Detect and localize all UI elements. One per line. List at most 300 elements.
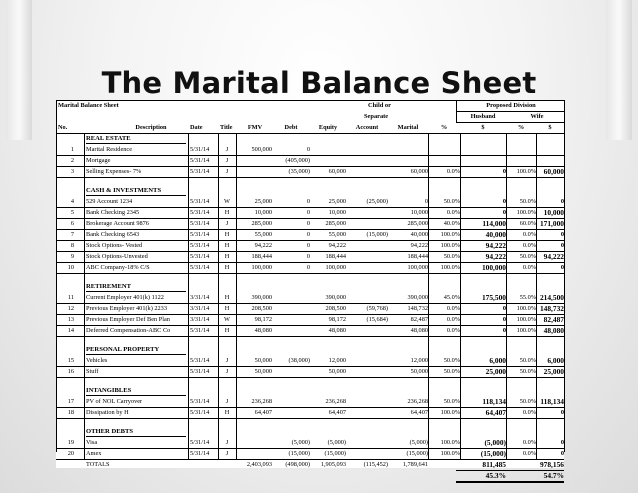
cell-no: 6: [70, 220, 74, 227]
table-row: [56, 325, 564, 336]
cell-no: 19: [67, 439, 74, 446]
cell-hp: 50.0%: [443, 368, 460, 375]
cell-hp: 45.0%: [443, 294, 460, 301]
cell-no: 1: [70, 146, 74, 153]
cell-debt: 0: [306, 209, 310, 216]
total-debt: (498,000): [285, 461, 310, 468]
cell-equity: 98,172: [328, 316, 346, 323]
cell-desc: Vehicles: [86, 357, 108, 364]
column-header: Marital: [397, 124, 419, 131]
cell-title: J: [225, 168, 229, 175]
section-heading: CASH & INVESTMENTS: [86, 187, 162, 194]
column-header: FMV: [247, 124, 263, 131]
total-fmv: 2,403,093: [246, 461, 272, 468]
cell-debt: (15,000): [288, 450, 310, 457]
cell-title: J: [225, 146, 229, 153]
cell-title: J: [225, 157, 229, 164]
cell-hp: 0.0%: [446, 168, 460, 175]
cell-wp: 0.0%: [522, 242, 536, 249]
column-header: Title: [220, 124, 233, 131]
cell-debt: 0: [306, 253, 310, 260]
husband-label: Husband: [470, 113, 496, 120]
cell-fmv: [238, 155, 272, 166]
cell-wp: 60.0%: [519, 220, 536, 227]
cell-desc: Amex: [86, 450, 102, 457]
cell-hp: [428, 155, 460, 166]
cell-desc: Stuff: [86, 368, 99, 375]
total-equity: 1,905,093: [320, 461, 346, 468]
cell-debt: [272, 366, 310, 377]
cell-desc: Marital Residence: [86, 146, 132, 153]
cell-debt: (405,000): [285, 157, 310, 164]
total-marital: 1,789,641: [402, 461, 428, 468]
cell-wp: 50.0%: [519, 398, 536, 405]
cell-hv: 40,000: [485, 230, 506, 239]
cell-title: J: [225, 220, 229, 227]
cell-account: [346, 218, 388, 229]
cell-equity: 55,000: [328, 231, 346, 238]
cell-hp: 100.0%: [440, 242, 460, 249]
cell-desc: Brokerage Account 9876: [86, 220, 149, 227]
cell-desc: 529 Account 1234: [86, 198, 133, 205]
cell-account: (15,684): [366, 316, 388, 323]
table-row: [56, 207, 564, 218]
cell-wv: [536, 144, 564, 155]
cell-debt: (35,000): [288, 168, 310, 175]
table-row: [56, 218, 564, 229]
cell-equity: 12,000: [328, 357, 346, 364]
table-row: [56, 292, 564, 303]
cell-no: 15: [67, 357, 74, 364]
cell-date: 5/31/14: [190, 220, 210, 227]
cell-desc: Mortgage: [86, 157, 111, 164]
cell-date: 5/31/14: [190, 439, 210, 446]
cell-hp: 100.0%: [440, 264, 460, 271]
cell-equity: 100,000: [325, 264, 346, 271]
cell-desc: Stock Options-Unvested: [86, 253, 148, 260]
cell-date: 5/31/14: [190, 253, 210, 260]
column-header: $: [481, 124, 485, 131]
cell-marital: 40,000: [410, 231, 428, 238]
cell-wv: 10,000: [543, 208, 564, 217]
cell-equity: 390,000: [325, 294, 346, 301]
table-rule: [56, 377, 564, 378]
cell-hp: 50.0%: [443, 198, 460, 205]
cell-marital: 94,222: [410, 242, 428, 249]
cell-wv: 171,000: [539, 219, 564, 228]
cell-date: 5/31/14: [190, 398, 210, 405]
cell-fmv: 50,000: [254, 368, 272, 375]
table-rule: [56, 336, 564, 337]
cell-title: J: [225, 439, 229, 446]
cell-desc: Previous Employer Def Ben Plan: [86, 316, 170, 323]
cell-wp: [506, 144, 536, 155]
cell-no: 5: [70, 209, 74, 216]
cell-wv: 0: [560, 198, 564, 205]
column-header: No.: [58, 124, 68, 131]
section-heading: OTHER DEBTS: [86, 428, 134, 435]
table-rule: [188, 133, 189, 459]
cell-hv: 0: [502, 305, 506, 312]
column-header: $: [548, 124, 552, 131]
cell-no: 17: [67, 398, 74, 405]
cell-marital: 64,407: [410, 409, 428, 416]
cell-marital: 236,268: [407, 398, 428, 405]
cell-date: 5/31/14: [190, 450, 210, 457]
cell-date: 3/31/14: [190, 305, 210, 312]
cell-date: 5/31/14: [190, 157, 210, 164]
cell-marital: (15,000): [406, 450, 428, 457]
cell-title: H: [224, 231, 230, 238]
cell-debt: 0: [306, 242, 310, 249]
totals-label: TOTALS: [86, 461, 110, 468]
column-header: %: [440, 124, 448, 131]
table-row: [56, 355, 564, 366]
cell-account: [346, 292, 388, 303]
cell-date: 3/31/14: [190, 316, 210, 323]
cell-equity: 60,000: [328, 168, 346, 175]
table-rule: [460, 133, 461, 459]
cell-marital: 100,000: [407, 264, 428, 271]
cell-equity: (15,000): [324, 450, 346, 457]
table-rule: [456, 100, 457, 122]
cell-title: J: [225, 357, 229, 364]
cell-title: H: [224, 305, 230, 312]
table-rule: [536, 133, 537, 459]
cell-debt: [272, 314, 310, 325]
cell-date: 5/31/14: [190, 368, 210, 375]
totals-row: [56, 459, 564, 470]
cell-fmv: 64,407: [254, 409, 272, 416]
cell-desc: Deferred Compensation-ABC Co: [86, 327, 171, 334]
cell-marital: 82,487: [410, 316, 428, 323]
cell-account: [346, 396, 388, 407]
cell-title: H: [224, 327, 230, 334]
cell-debt: [272, 303, 310, 314]
cell-title: H: [224, 294, 230, 301]
cell-title: W: [224, 316, 230, 323]
cell-hv: [460, 144, 506, 155]
table-row: [56, 437, 564, 448]
cell-wv: 0: [560, 439, 564, 446]
cell-wv: 60,000: [543, 167, 564, 176]
cell-hp: 50.0%: [443, 357, 460, 364]
cell-hv: 0: [502, 198, 506, 205]
cell-fmv: 390,000: [251, 294, 272, 301]
cell-hv: 64,407: [485, 408, 506, 417]
cell-title: H: [224, 409, 230, 416]
cell-no: 16: [67, 368, 74, 375]
cell-marital: [388, 155, 428, 166]
cell-debt: [272, 407, 310, 418]
table-row: [56, 407, 564, 418]
cell-title: H: [224, 253, 230, 260]
cell-no: 13: [67, 316, 74, 323]
cell-debt: 0: [306, 220, 310, 227]
cell-account: [346, 407, 388, 418]
cell-desc: Dissipation by H: [86, 409, 129, 416]
percent-total-row: [56, 470, 564, 481]
cell-marital: 390,000: [407, 294, 428, 301]
cell-date: 5/31/14: [190, 231, 210, 238]
cell-no: 12: [67, 305, 74, 312]
cell-debt: (5,000): [291, 439, 310, 446]
cell-fmv: 10,000: [254, 209, 272, 216]
cell-equity: (5,000): [327, 439, 346, 446]
cell-wp: 55.0%: [519, 294, 536, 301]
section-heading: REAL ESTATE: [86, 135, 131, 142]
cell-account: [346, 144, 388, 155]
table-row: [56, 240, 564, 251]
cell-wp: 50.0%: [519, 368, 536, 375]
table-rule: [56, 177, 564, 178]
cell-marital: 48,080: [410, 327, 428, 334]
table-row: [56, 396, 564, 407]
table-rule: [56, 418, 564, 419]
cell-wv: 0: [560, 450, 564, 457]
cell-date: 5/31/14: [190, 327, 210, 334]
cell-date: 5/31/14: [190, 146, 210, 153]
cell-account: (15,000): [366, 231, 388, 238]
column-header: Debt: [284, 124, 298, 131]
table-row: [56, 314, 564, 325]
table-row: [56, 196, 564, 207]
cell-no: 9: [70, 253, 74, 260]
cell-marital: (5,000): [409, 439, 428, 446]
slide-title: The Marital Balance Sheet: [101, 66, 537, 100]
cell-hv: 100,000: [481, 263, 506, 272]
cell-equity: 285,000: [325, 220, 346, 227]
cell-desc: Previous Employer 401(k) 2233: [86, 305, 167, 312]
cell-no: 4: [70, 198, 74, 205]
table-rule: [428, 133, 429, 459]
child-or-label: Child or: [368, 102, 391, 109]
cell-fmv: 208,500: [251, 305, 272, 312]
cell-account: [346, 207, 388, 218]
cell-desc: Bank Checking 6543: [86, 231, 140, 238]
cell-date: 5/31/14: [190, 209, 210, 216]
cell-fmv: 48,080: [254, 327, 272, 334]
cell-fmv: 94,222: [254, 242, 272, 249]
cell-hv: 94,222: [485, 252, 506, 261]
cell-marital: 148,732: [407, 305, 428, 312]
table-row: [56, 166, 564, 177]
cell-wv: 94,222: [543, 252, 564, 261]
cell-account: [346, 155, 388, 166]
cell-account: [346, 448, 388, 459]
cell-wv: 82,487: [543, 315, 564, 324]
cell-account: [346, 166, 388, 177]
cell-debt: [272, 325, 310, 336]
table-rule: [84, 133, 85, 459]
cell-hp: 100.0%: [440, 439, 460, 446]
cell-hp: 50.0%: [443, 398, 460, 405]
cell-marital: 12,000: [410, 357, 428, 364]
cell-no: 10: [67, 264, 74, 271]
cell-equity: 94,222: [328, 242, 346, 249]
cell-title: H: [224, 209, 230, 216]
cell-hv: [460, 155, 506, 166]
table-row: [56, 262, 564, 273]
cell-no: 20: [67, 450, 74, 457]
cell-account: (25,000): [366, 198, 388, 205]
cell-no: 2: [70, 157, 74, 164]
cell-date: 5/31/14: [190, 357, 210, 364]
cell-wp: 100.0%: [516, 305, 536, 312]
table-rule: [506, 133, 507, 459]
cell-fmv: 55,000: [254, 231, 272, 238]
table-rule: [56, 133, 564, 134]
cell-equity: 64,407: [328, 409, 346, 416]
cell-hp: 0.0%: [446, 327, 460, 334]
cell-title: J: [225, 368, 229, 375]
cell-equity: 48,080: [328, 327, 346, 334]
cell-fmv: 188,444: [251, 253, 272, 260]
cell-marital: 60,000: [410, 168, 428, 175]
table-rule: [236, 133, 237, 459]
cell-wp: 0.0%: [522, 450, 536, 457]
cell-account: [346, 355, 388, 366]
table-rule: [56, 273, 564, 274]
balance-sheet-table: [56, 100, 564, 480]
section-heading: RETIREMENT: [86, 283, 132, 290]
column-header: Equity: [318, 124, 338, 131]
cell-account: [346, 251, 388, 262]
cell-wp: 50.0%: [519, 357, 536, 364]
cell-wp: 0.0%: [522, 409, 536, 416]
cell-equity: 236,268: [325, 398, 346, 405]
cell-hv: 6,000: [489, 356, 506, 365]
cell-equity: 25,000: [328, 198, 346, 205]
cell-wp: 0.0%: [522, 439, 536, 446]
cell-fmv: 98,172: [254, 316, 272, 323]
cell-hv: 0: [502, 316, 506, 323]
table-rule: [56, 100, 564, 101]
cell-hp: 40.0%: [443, 220, 460, 227]
cell-wp: 50.0%: [519, 253, 536, 260]
table-row: [56, 155, 564, 166]
cell-hv: 118,134: [482, 397, 506, 406]
cell-equity: [310, 155, 346, 166]
table-rule: [456, 122, 564, 123]
cell-wp: [506, 155, 536, 166]
cell-fmv: [238, 437, 272, 448]
cell-equity: 10,000: [328, 209, 346, 216]
cell-fmv: [238, 166, 272, 177]
cell-wp: 50.0%: [519, 198, 536, 205]
cell-hp: 100.0%: [440, 450, 460, 457]
wife-total: 978,156: [539, 460, 564, 469]
cell-marital: 0: [424, 198, 428, 205]
cell-fmv: 285,000: [251, 220, 272, 227]
cell-title: W: [224, 198, 230, 205]
column-header: Date: [190, 124, 203, 131]
cell-equity: 188,444: [325, 253, 346, 260]
column-header: Account: [355, 124, 379, 131]
cell-title: J: [225, 398, 229, 405]
cell-no: 7: [70, 231, 74, 238]
cell-wv: 118,134: [540, 397, 564, 406]
table-row: [56, 251, 564, 262]
cell-debt: (38,000): [288, 357, 310, 364]
cell-account: [346, 366, 388, 377]
table-row: [56, 366, 564, 377]
cell-wv: [536, 155, 564, 166]
cell-wp: 100.0%: [516, 168, 536, 175]
table-row: [56, 144, 564, 155]
cell-date: 5/31/14: [190, 242, 210, 249]
section-heading: INTANGIBLES: [86, 387, 132, 394]
sheet-name: Marital Balance Sheet: [58, 102, 119, 109]
cell-wv: 0: [560, 231, 564, 238]
separate-label: Separate: [364, 113, 389, 120]
cell-wp: 0.0%: [522, 231, 536, 238]
cell-hp: 100.0%: [440, 231, 460, 238]
cell-hv: (15,000): [480, 449, 506, 458]
cell-desc: PV of NOL Carryover: [86, 398, 143, 405]
cell-desc: Current Employer 401(k) 1122: [86, 294, 164, 301]
table-rule: [564, 100, 565, 452]
total-account: (115,452): [363, 461, 388, 468]
table-row: [56, 448, 564, 459]
cell-fmv: 25,000: [254, 198, 272, 205]
cell-no: 3: [70, 168, 74, 175]
cell-fmv: 100,000: [251, 264, 272, 271]
table-row: [56, 303, 564, 314]
cell-marital: 285,000: [407, 220, 428, 227]
cell-wp: 100.0%: [516, 327, 536, 334]
table-rule: [218, 133, 219, 459]
cell-wv: 0: [560, 264, 564, 271]
cell-no: 11: [67, 294, 74, 301]
column-header: %: [517, 124, 525, 131]
table-rule: [456, 482, 564, 483]
table-rule: [456, 111, 564, 112]
cell-no: 8: [70, 242, 74, 249]
cell-wv: 148,732: [539, 304, 564, 313]
cell-marital: [388, 144, 428, 155]
cell-debt: 0: [306, 264, 310, 271]
cell-desc: Bank Checking 2345: [86, 209, 140, 216]
husband-total: 811,485: [482, 460, 506, 469]
cell-desc: ABC Company-18% C/S: [86, 264, 150, 271]
cell-no: 18: [67, 409, 74, 416]
section-heading: PERSONAL PROPERTY: [86, 346, 160, 353]
cell-date: 3/31/14: [190, 294, 210, 301]
cell-hv: (5,000): [484, 438, 506, 447]
cell-no: 14: [67, 327, 74, 334]
cell-fmv: 236,268: [251, 398, 272, 405]
column-headers: [56, 122, 564, 133]
cell-desc: Selling Expenses- 7%: [86, 168, 142, 175]
cell-hp: 0.0%: [446, 305, 460, 312]
husband-percent-total: 45.3%: [485, 471, 506, 480]
cell-debt: [272, 396, 310, 407]
cell-wv: 6,000: [547, 356, 564, 365]
cell-account: [346, 325, 388, 336]
cell-hv: 0: [502, 209, 506, 216]
cell-debt: [272, 292, 310, 303]
table-row: [56, 229, 564, 240]
cell-equity: 50,000: [328, 368, 346, 375]
cell-equity: 208,500: [325, 305, 346, 312]
cell-hp: [428, 144, 460, 155]
cell-account: (59,768): [366, 305, 388, 312]
cell-fmv: 500,000: [251, 146, 272, 153]
proposed-division-label: Proposed Division: [486, 102, 536, 109]
cell-hp: 50.0%: [443, 253, 460, 260]
cell-fmv: [238, 448, 272, 459]
